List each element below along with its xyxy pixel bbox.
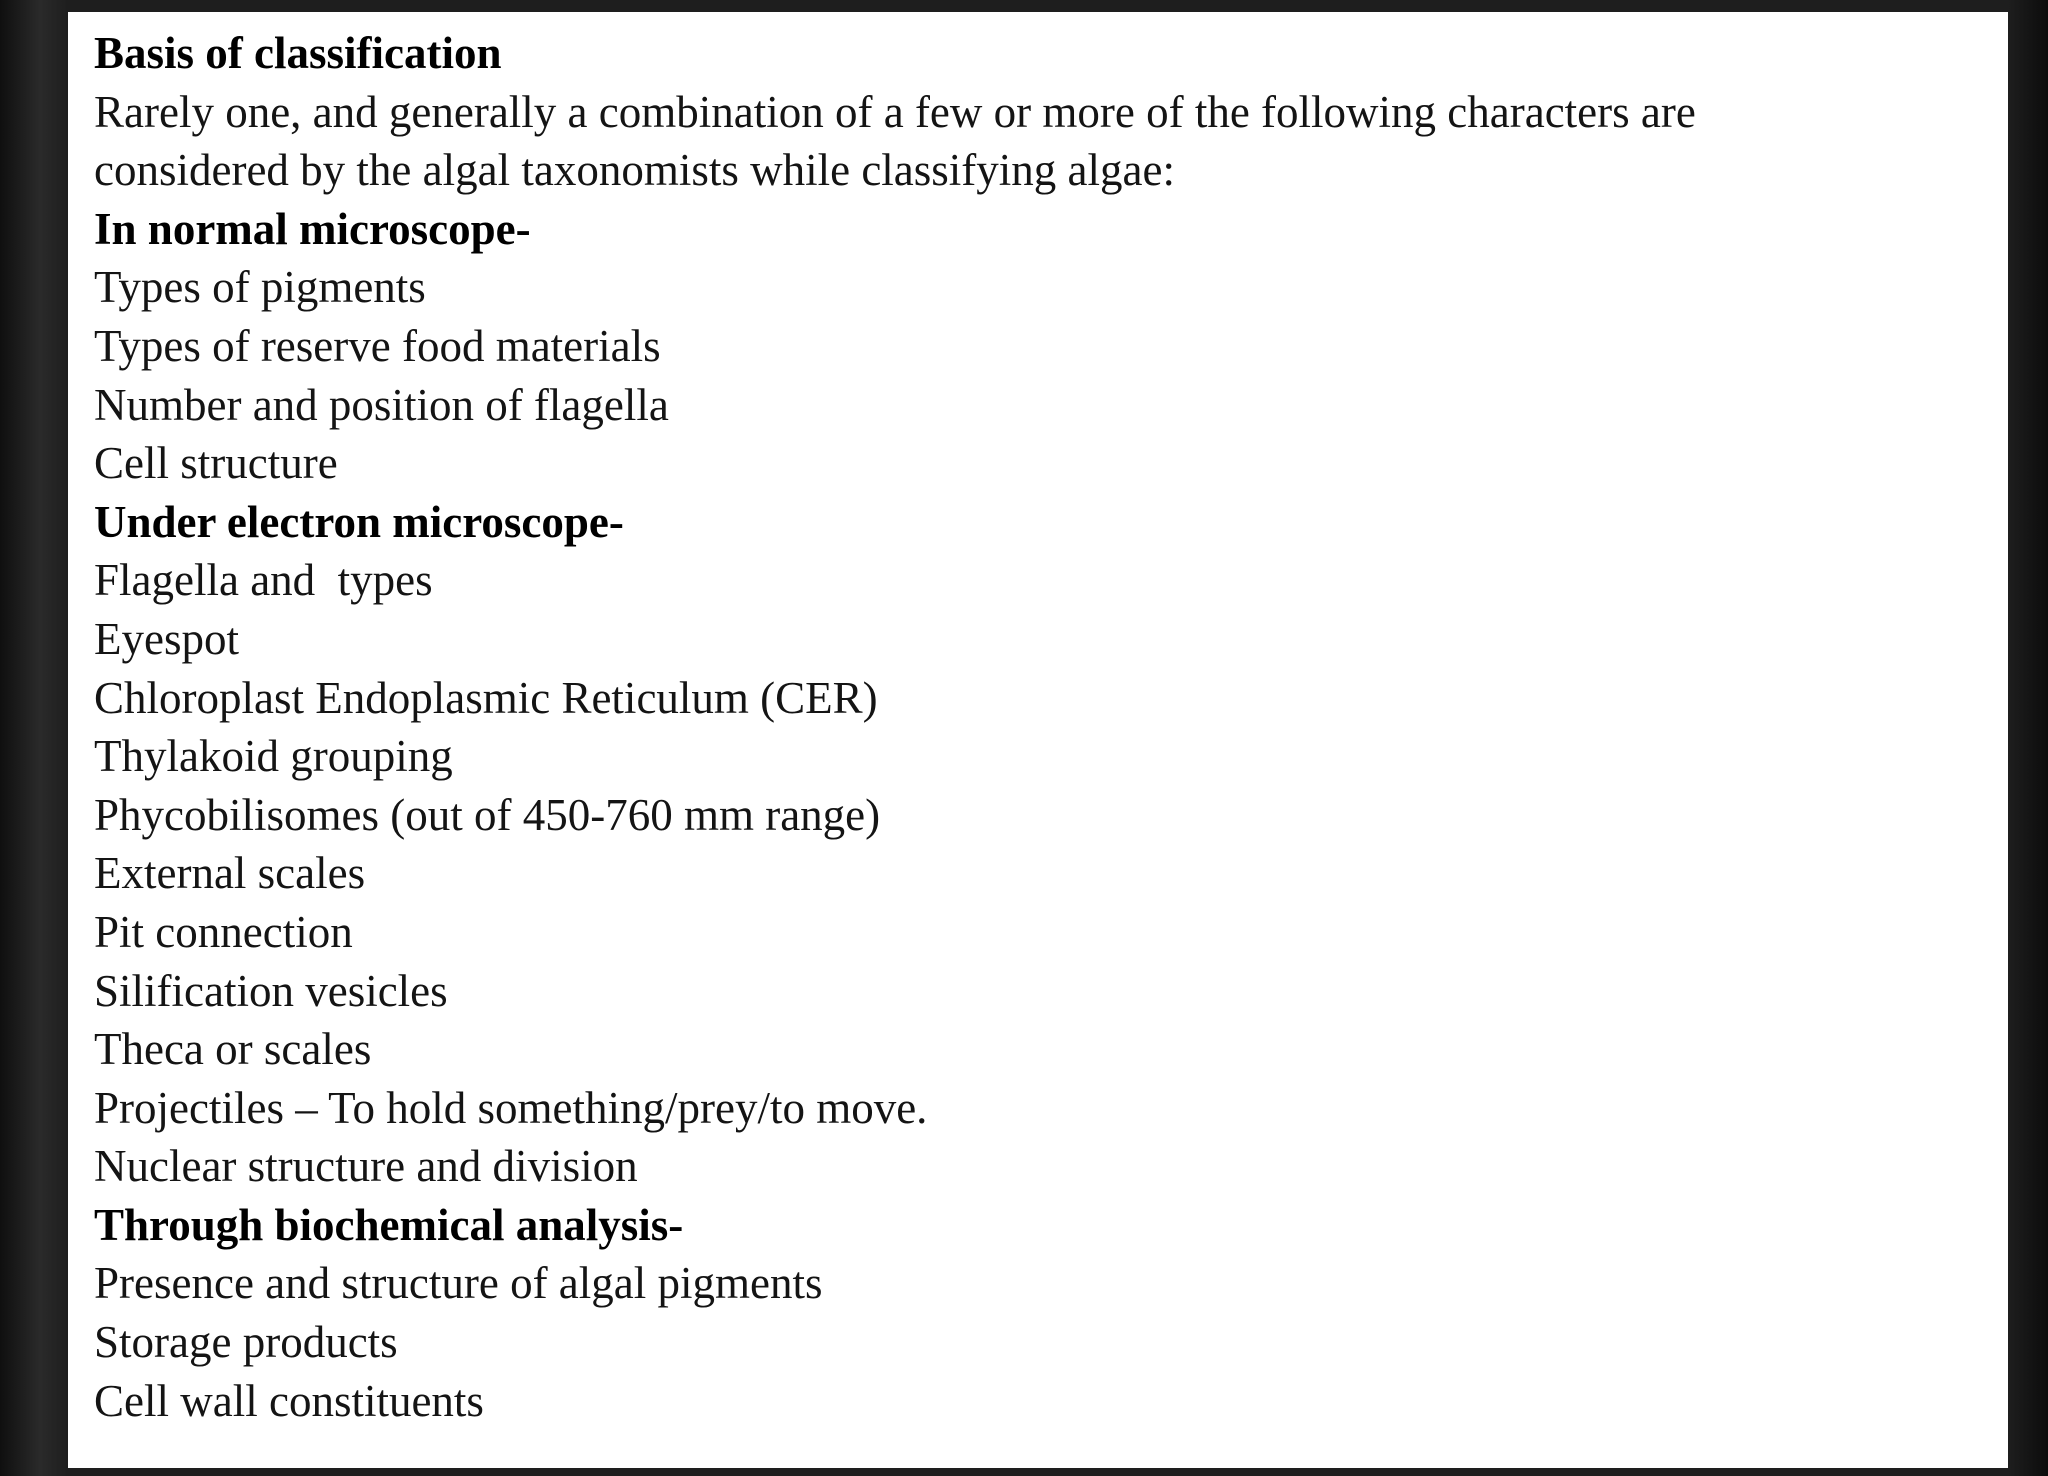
- list-item: External scales: [94, 848, 366, 899]
- list-item: Thylakoid grouping: [94, 731, 453, 782]
- list-item: Phycobilisomes (out of 450-760 mm range): [94, 789, 881, 840]
- list-item: Types of reserve food materials: [94, 320, 661, 371]
- list-item: Eyespot: [94, 613, 239, 664]
- list-item: Projectiles – To hold something/prey/to move.: [94, 1082, 928, 1133]
- list-item: Cell wall constituents: [94, 1375, 484, 1426]
- section-heading-normal-microscope: In normal microscope-: [94, 203, 531, 254]
- list-item: Theca or scales: [94, 1024, 372, 1075]
- list-item: Cell structure: [94, 438, 338, 489]
- list-item: Number and position of flagella: [94, 379, 669, 430]
- document-page: [68, 12, 2008, 1468]
- list-item: Silification vesicles: [94, 965, 448, 1016]
- list-item: Flagella and types: [94, 555, 433, 606]
- list-item: Storage products: [94, 1317, 398, 1368]
- intro-line-1: Rarely one, and generally a combination of a few or more of the following characters are: [94, 86, 1696, 137]
- list-item: Pit connection: [94, 906, 353, 957]
- list-item: Nuclear structure and division: [94, 1141, 638, 1192]
- intro-line-2: considered by the algal taxonomists while classifying algae:: [94, 145, 1175, 196]
- section-heading-electron-microscope: Under electron microscope-: [94, 496, 624, 547]
- section-heading-biochemical-analysis: Through biochemical analysis-: [94, 1199, 684, 1250]
- list-item: Presence and structure of algal pigments: [94, 1258, 823, 1309]
- right-frame-edge: [2008, 0, 2048, 1476]
- list-item: Types of pigments: [94, 262, 426, 313]
- list-item: Chloroplast Endoplasmic Reticulum (CER): [94, 672, 878, 723]
- document-title: Basis of classification: [94, 28, 502, 78]
